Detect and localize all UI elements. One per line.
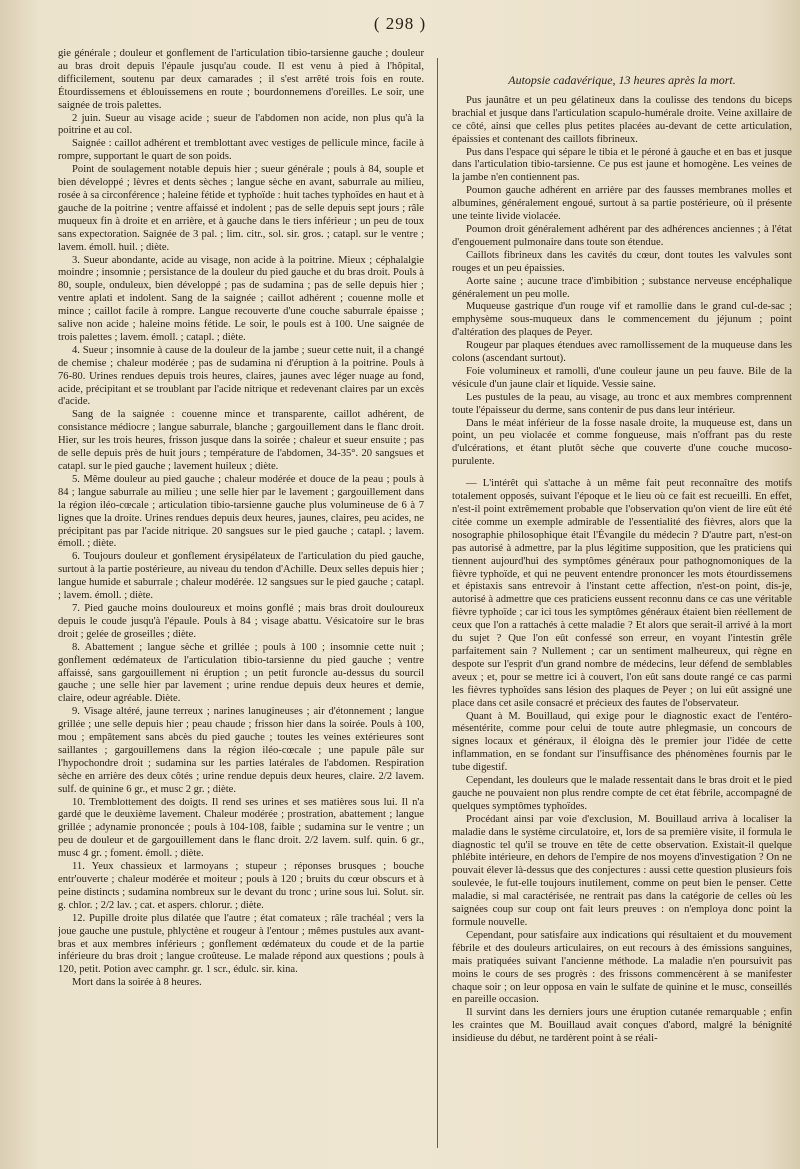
paragraph: gie générale ; douleur et gonflement de l'articulation tibio-tarsienne gauche ; douleur au bras droit depuis l'épaule jusqu'au coude. Il est venu à pied à l'hôpital, difficilement, soutenu par deux camarades ; il s'est arrêté trois fois en route. Étourdissemens et éblouissemens en route ; bourdonnemens d'oreilles. Le soir, une saignée de trois palettes.	[58, 48, 424, 111]
paragraph: Point de soulagement notable depuis hier ; sueur générale ; pouls à 84, souple et bien développé ; lèvres et dents sèches ; langue sèche en avant, saburrale au milieu, rosée à sa circonférence ; haleine fétide et typhoïde : huit taches typhoïdes en haut et à gauche de la poitrine ; ventre affaissé et indolent ; pas de selle depuis sept jours ; râle muqueux fin à droite et en arrière, et à gauche dans le tiers inférieur ; un peu de toux sans expectoration. Saignée de 3 pal. ; lim. citr., sol. sir. gros. ; catapl. sur le ventre ; lavem. émoll. huil. ; diète.	[58, 164, 424, 253]
page-number: ( 298 )	[373, 14, 427, 33]
paragraph: Il survint dans les derniers jours une éruption cutanée remarquable ; enfin les craintes que M. Bouillaud avait conçues d'abord, malgré la bénignité insidieuse du début, ne tardèrent point à se réali-	[452, 1007, 792, 1045]
paragraph: Mort dans la soirée à 8 heures.	[72, 977, 202, 989]
paragraph: Cependant, les douleurs que le malade ressentait dans le bras droit et le pied gauche ne pouvaient non plus rendre compte de cet état fébrile, accompagné de quelques symptômes typhoïdes.	[452, 775, 792, 812]
paragraph: 5. Même douleur au pied gauche ; chaleur modérée et douce de la peau ; pouls à 84 ; langue saburrale au milieu ; une selle hier par le lavement ; gargouillement dans la région iléo-cœcale ; articulation tibio-tarsienne gauche plus volumineuse de 6 à 7 lignes que la droite. Urines rendues depuis deux heures, jaunes, claires, peu acides, ne précipitant pas par l'acide nitrique. 20 sangsues sur le pied gauche ; catapl. ; lavem. émoll. ; diète.	[58, 473, 424, 550]
paragraph: Pus jaunâtre et un peu gélatineux dans la coulisse des tendons du biceps brachial et jusque dans l'articulation scapulo-humérale droite. Veine axillaire de ce côté, ainsi que celles plus petites placées au-devant de cette articulation, épaissies et contenant des caillots fibrineux.	[452, 94, 792, 145]
paragraph: 10. Tremblottement des doigts. Il rend ses urines et ses matières sous lui. Il n'a gardé que le deuxième lavement. Chaleur modérée ; prostration, abattement ; langue grillée ; adynamie prononcée ; pouls à 104-108, faible ; sudamina sur le ventre ; un peu de douleur et de gargouillement dans le flanc droit. 2/2 lavem. sulf. quin. 6 gr., musc 4 gr. ; foment. émoll. ; diète.	[58, 796, 424, 860]
left-column	[58, 48, 424, 1158]
paragraph: — L'intérêt qui s'attache à un même fait peut reconnaître des motifs totalement opposés, suivant l'époque et le lieu où ce fait est recueilli. En effet, n'est-il point extrêmement probable que l'observation qu'on vient de lire eût été citée comme un exemple admirable de l'essentialité des fièvres, alors que la nosographie philosophique était l'Évangile du médecin ? D'autre part, n'est-on pas autorisé à admettre, par la plus légitime supposition, que les praticiens qui tiennent aujourd'hui des symptômes généraux pour pathognomoniques de la fièvre typhoïde, et qui ne peuvent entendre prononcer les mots étourdissemens et épistaxis sans entrevoir à l'instant cette affection, n'est-on point, dis-je, autorisé à admettre que ces praticiens eussent reconnu dans ce cas une véritable fièvre typhoïde ; car ici tous les symptômes généraux étaient bien réellement de ceux que l'on a rattachés à cette maladie ? Et alors que serait-il arrivé à la mort du sujet ? Que l'on eût confessé son erreur, en voyant l'intestin grêle parfaitement sain ? Nullement ; car un sentiment malheureux, qui règne en despote sur l'esprit d'un grand nombre de médecins, leur défend de semblables aveux ; et, pour se mettre ici à couvert, l'on eût sans doute rangé ce cas parmi les fièvres typhoïdes sans lésion des plaques de Peyer ; on lui eût assigné une place dans cet asile consacré et précieux des fautes de l'observateur.	[452, 478, 792, 709]
paragraph: Poumon gauche adhérent en arrière par des fausses membranes molles et albumines, généralement engoué, surtout à sa partie postérieure, où il présente une teinte livide violacée.	[452, 185, 792, 223]
paragraph: 3. Sueur abondante, acide au visage, non acide à la poitrine. Mieux ; céphalalgie moindre ; insomnie ; persistance de la douleur du pied gauche et du bras droit. Pouls à 80, souple, onduleux, bien développé ; pas de sudamina ; pas de selle depuis hier ; ventre aplati et indolent. Sang de la saignée ; caillot adhérent ; couenne molle et mince ; caillot facile à rompre. Langue recouverte d'une couche saburrale épaisse ; salive non acide ; haleine moins fétide. Le soir, le pouls est à 100. Une saignée de trois palettes ; lavem. émoll. ; catapl. ; diète.	[58, 254, 424, 343]
paragraph: 8. Abattement ; langue sèche et grillée ; pouls à 100 ; insomnie cette nuit ; gonflement œdémateux de l'articulation tibio-tarsienne du pied gauche ; ventre affaissé, sans gargouillement ni éruption ; un petit furoncle au-dessus du sourcil gauche ; une selle hier par lavement ; urine rendue depuis deux heures et demie, claire, odeur agréable. Diète.	[58, 641, 424, 705]
paragraph: Poumon droit généralement adhérent par des adhérences anciennes ; à l'état d'engouement pulmonaire dans toute son étendue.	[452, 223, 792, 248]
paragraph: Quant à M. Bouillaud, qui exige pour le diagnostic exact de l'entéro-mésentérite, comme pour celui de toute autre phlegmasie, un concours de signes locaux et généraux, il éloigna dès le premier jour l'idée de cette inflammation, en se fondant sur l'insuffisance des phénomènes fournis par le tube digestif.	[452, 710, 792, 774]
paragraph: Rougeur par plaques étendues avec ramollissement de la muqueuse dans les colons (ascendant surtout).	[452, 340, 792, 365]
paragraph: Foie volumineux et ramolli, d'une couleur jaune un peu fauve. Bile de la vésicule d'un jaune clair et liquide. Vessie saine.	[452, 365, 792, 390]
paragraph: Procédant ainsi par voie d'exclusion, M. Bouillaud arriva à localiser la maladie dans le système circulatoire, et, lors de sa première visite, il formula le diagnostic tel qu'il se trouve en tête de cette observation. Existait-il quelque phlébite intérieure, en dehors de l'empire de nos moyens d'investigation ? On ne pouvait élever là-dessus que des conjectures : aussi cette question plusieurs fois soulevée, le fut-elle toujours inutilement, comme on peut bien le penser. Cette maladie, si mal caractérisée, ne rentrait pas dans la catégorie de celles où les saignées coup sur coup ont fait leurs preuves : on n'employa donc point la formule nouvelle.	[452, 813, 792, 928]
paragraph: Pus dans l'espace qui sépare le tibia et le péroné à gauche et en bas et jusque dans l'articulation tibio-tarsienne. Ce pus est jaune et homogène. Les veines de la jambe n'en contiennent pas.	[452, 146, 792, 184]
autopsy-heading: Autopsie cadavérique, 13 heures après la mort.	[508, 73, 736, 87]
paragraph: 7. Pied gauche moins douloureux et moins gonflé ; mais bras droit douloureux depuis le coude jusqu'à l'épaule. Pouls à 84 ; visage abattu. Vésicatoire sur le bras droit ; gelée de groseilles ; diète.	[58, 602, 424, 640]
paragraph: 11. Yeux chassieux et larmoyans ; stupeur ; réponses brusques ; bouche entr'ouverte ; chaleur modérée et moiteur ; pouls à 120 ; bruits du cœur obscurs et à peine distincts ; sudamina nombreux sur le devant du tronc ; urine sous lui. Solut. sir. g. chlor. ; 2/2 lav. ; cat. et aspers. chlorur. ; diète.	[58, 861, 424, 911]
paragraph: Sang de la saignée : couenne mince et transparente, caillot adhérent, de consistance médiocre ; langue saburrale, blanche ; gargouillement dans le flanc droit. Hier, sur les trois heures, frisson jusque dans la soirée ; chaleur et sueur ensuite ; pas de selle depuis près de huit jours ; température de l'abdomen, 34-35°. 20 sangsues et catapl. sur le pied gauche ; lavement huileux ; diète.	[58, 409, 424, 472]
paragraph: 4. Sueur ; insomnie à cause de la douleur de la jambe ; sueur cette nuit, il a changé de chemise ; chaleur modérée ; pas de sudamina ni d'éruption à la poitrine. Pouls à 76-80. Urines rendues depuis trois heures, claires, jaunes avec léger nuage au fond, acide, précipitant et se troublant par l'acide nitrique et redevenant claires par un excès d'acide.	[58, 344, 424, 408]
paragraph: Aorte saine ; aucune trace d'imbibition ; substance nerveuse encéphalique généralement un peu molle.	[452, 275, 792, 300]
paragraph: Muqueuse gastrique d'un rouge vif et ramollie dans le grand cul-de-sac ; emphysème sous-muqueux dans le commencement du jéjunum ; point d'altération des plaques de Peyer.	[452, 301, 792, 339]
paragraph: Dans le méat inférieur de la fosse nasale droite, la muqueuse est, dans un point, un peu violacée et comme fongueuse, mais n'offrant pas du reste d'ulcérations, et étant plutôt sèche que couverte d'une couche mucoso-purulente.	[452, 417, 792, 468]
paragraph: Saignée : caillot adhérent et tremblottant avec vestiges de pellicule mince, facile à rompre, supportant le quart de son poids.	[58, 138, 424, 163]
column-divider	[437, 58, 438, 1148]
right-column	[452, 48, 792, 1158]
paragraph: 6. Toujours douleur et gonflement érysipélateux de l'articulation du pied gauche, surtout à la partie postérieure, au niveau du tendon d'Achille. Deux selles depuis hier ; langue humide et saburrale ; chaleur modérée. 12 sangsues sur le pied gauche ; catapl. ; lavem. émoll. ; diète.	[58, 551, 424, 602]
paragraph: 12. Pupille droite plus dilatée que l'autre ; état comateux ; râle trachéal ; vers la joue gauche une pustule, phlyctène et rougeur à l'entour ; mêmes pustules aux avant-bras et aux membres inférieurs ; gonflement œdémateux du coude et de la partie inférieure du bras droit ; langue croûteuse. Le malade répond aux questions ; pouls à 120, petit. Potion avec camphr. gr. 1 scr., édulc. sir. kina.	[58, 912, 424, 976]
paragraph: 2 juin. Sueur au visage acide ; sueur de l'abdomen non acide, non plus qu'à la poitrine et au col.	[58, 112, 424, 137]
paragraph: Cependant, pour satisfaire aux indications qui résultaient et du mouvement fébrile et des douleurs articulaires, on eut recours à des émissions sanguines, mais pratiquées suivant l'ancienne méthode. La maladie n'en poursuivit pas moins le cours de ses progrès : des frissons commencèrent à se manifester chaque soir ; on leur opposa en vain le sulfate de quinine et le musc, conseillés en pareille occasion.	[452, 929, 792, 1006]
paragraph: Les pustules de la peau, au visage, au tronc et aux membres comprennent toute l'épaisseur du derme, sans contenir de pus dans leur intérieur.	[452, 391, 792, 416]
paragraph: 9. Visage altéré, jaune terreux ; narines lanugineuses ; air d'étonnement ; langue grillée ; une selle depuis hier ; peau chaude ; frisson hier dans la soirée. Pouls à 100, mou ; empâtement sans abcès du pied gauche ; toutes les veines extérieures sont saillantes ; gargouillemens dans la région iléo-cœcale ; une papule pâle sur l'hypochondre droit ; sudamina sur les parties latérales de l'abdomen. Respiration sèche en arrière des deux côtés ; urine rendue depuis deux heures, claire. 2/2 lavem. sulf. de quinine 6 gr., et musc 2 gr. ; diète.	[58, 706, 424, 795]
paragraph: Caillots fibrineux dans les cavités du cœur, dont toutes les valvules sont rouges et un peu épaissies.	[452, 249, 792, 274]
